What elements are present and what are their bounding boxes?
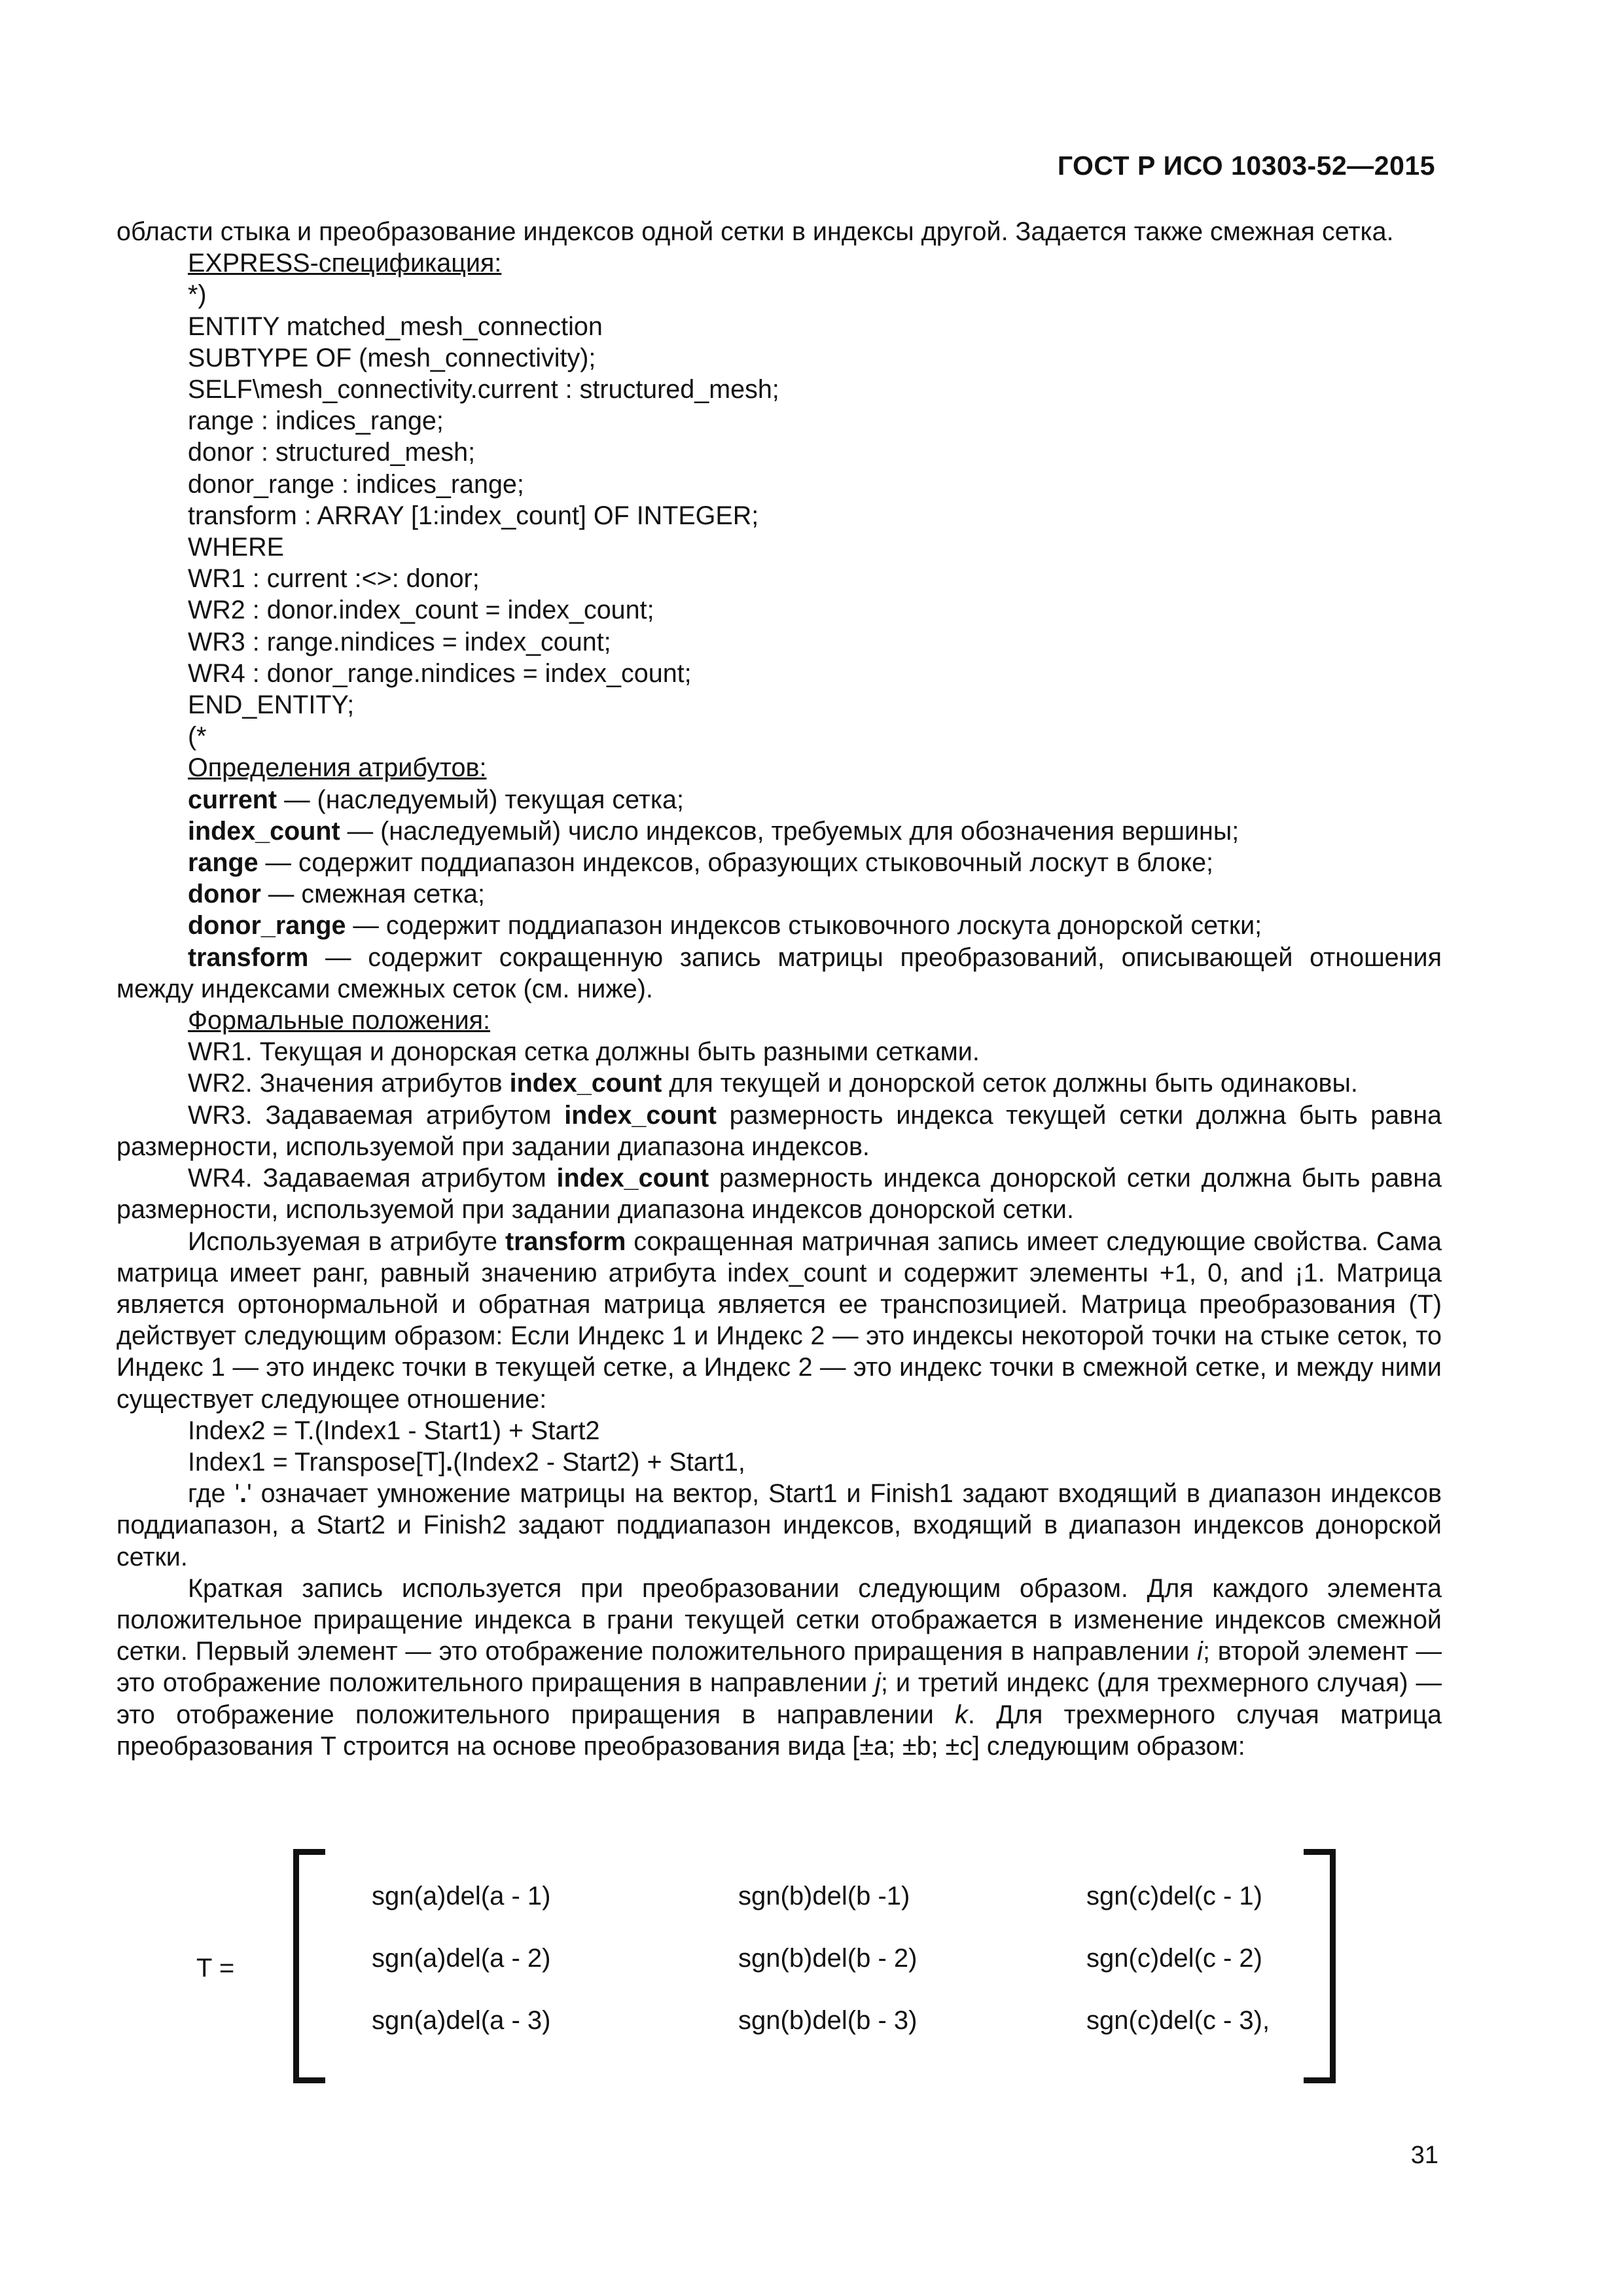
rule-wr3: WR3. Задаваемая атрибутом index_count размерность индекса текущей сетки должна быть равна размерности, используемой при задании диапазона индексов.	[116, 1100, 1442, 1161]
code-line: WR3 : range.nindices = index_count;	[188, 627, 611, 656]
matrix-cell: sgn(a)del(a - 3)	[372, 2006, 551, 2035]
code-line: WR1 : current :<>: donor;	[188, 564, 480, 594]
matrix-cell: sgn(b)del(b - 2)	[738, 1944, 918, 1973]
matrix-cell: sgn(a)del(a - 1)	[372, 1882, 551, 1910]
transform-paragraph: Используемая в атрибуте transform сокращенная матричная запись имеет следующие свойства. Сама матрица имеет ранг, равный значению атрибута index_count и содержит элементы +1, 0, and ¡1. Матрица является ортонормальной и обратная матрица является ее транспозицией. Матрица преобразования (T) действует следующим образом: Если Индекс 1 и Индекс 2 — это индексы некоторой точки на стыке сеток, то Индекс 1 — это индекс точки в текущей сетке, а Индекс 2 — это индекс точки в смежной сетке, и между ними существует следующее отношение:	[116, 1227, 1442, 1414]
transform-matrix	[0, 1826, 1623, 2101]
left-bracket	[293, 1849, 325, 2083]
short-notation-paragraph: Краткая запись используется при преобразовании следующим образом. Для каждого элемента положительное приращение индекса в грани текущей сетки отображается в изменение индексов смежной сетки. Первый элемент — это отображение положительного приращения в направлении i; второй элемент — это отображение положительного приращения в направлении j; и третий индекс (для трехмерного случая) — это отображение положительного приращения в направлении k. Для трехмерного случая матрица преобразования T строится на основе преобразования вида [±a; ±b; ±c] следующим образом:	[116, 1573, 1442, 1761]
code-line: range : indices_range;	[188, 406, 444, 436]
page-number: 31	[1410, 2142, 1438, 2169]
formula-index2: Index2 = T.(Index1 - Start1) + Start2	[188, 1416, 600, 1445]
intro-paragraph: области стыка и преобразование индексов одной сетки в индексы другой. Задается также смежная сетка.	[116, 217, 1394, 246]
matrix-cell: sgn(a)del(a - 2)	[372, 1944, 551, 1973]
code-line: transform : ARRAY [1:index_count] OF INTEGER;	[188, 501, 759, 530]
matrix-cell: sgn(c)del(c - 2)	[1086, 1944, 1262, 1973]
code-line: donor : structured_mesh;	[188, 438, 476, 467]
attributes-heading: Определения атрибутов:	[188, 753, 487, 783]
where-paragraph: где '.' означает умножение матрицы на вектор, Start1 и Finish1 задают входящий в диапазон индексов поддиапазон, а Start2 и Finish2 задают поддиапазон индексов, входящий в диапазон индексов донорской сетки.	[116, 1479, 1442, 1571]
matrix-cell: sgn(c)del(c - 1)	[1086, 1882, 1262, 1910]
code-line: SELF\mesh_connectivity.current : structured_mesh;	[188, 375, 779, 404]
code-line: WHERE	[188, 533, 285, 562]
code-line: ENTITY matched_mesh_connection	[188, 312, 603, 341]
code-line: SUBTYPE OF (mesh_connectivity);	[188, 343, 596, 372]
rule-wr1: WR1. Текущая и донорская сетка должны быть разными сетками.	[188, 1037, 980, 1067]
code-line: WR2 : donor.index_count = index_count;	[188, 596, 654, 625]
formal-heading: Формальные положения:	[188, 1006, 491, 1035]
code-line: (*	[188, 722, 207, 751]
page-content	[116, 216, 1442, 1762]
attr-current: current — (наследуемый) текущая сетка;	[188, 785, 684, 814]
matrix-cell: sgn(b)del(b - 3)	[738, 2006, 918, 2035]
code-line: END_ENTITY;	[188, 691, 355, 720]
attr-range: range — содержит поддиапазон индексов, образующих стыковочный лоскут в блоке;	[188, 848, 1214, 878]
rule-wr4: WR4. Задаваемая атрибутом index_count размерность индекса донорской сетки должна быть равна размерности, используемой при задании диапазона индексов донорской сетки.	[116, 1164, 1442, 1225]
matrix-cell: sgn(b)del(b -1)	[738, 1882, 910, 1910]
attr-index-count: index_count — (наследуемый) число индексов, требуемых для обозначения вершины;	[188, 816, 1240, 846]
code-line: *)	[188, 280, 207, 310]
rule-wr2: WR2. Значения атрибутов index_count для текущей и донорской сеток должны быть одинаковы.	[188, 1069, 1358, 1098]
express-heading: EXPRESS-спецификация:	[188, 249, 502, 278]
attr-donor: donor — смежная сетка;	[188, 880, 485, 909]
attr-donor-range: donor_range — содержит поддиапазон индексов стыковочного лоскута донорской сетки;	[188, 911, 1262, 941]
matrix-cell: sgn(c)del(c - 3),	[1086, 2006, 1270, 2035]
document-header: ГОСТ Р ИСО 10303-52—2015	[1057, 151, 1435, 181]
code-line: donor_range : indices_range;	[188, 469, 524, 499]
right-bracket	[1304, 1849, 1336, 2083]
formula-index1: Index1 = Transpose[T].(Index2 - Start2) + Start1,	[188, 1447, 745, 1477]
attr-transform: transform — содержит сокращенную запись матрицы преобразований, описывающей отношения между индексами смежных сеток (см. ниже).	[116, 942, 1442, 1003]
code-line: WR4 : donor_range.nindices = index_count;	[188, 658, 692, 688]
matrix-lhs: T =	[196, 1954, 235, 1982]
express-code	[116, 279, 1442, 752]
